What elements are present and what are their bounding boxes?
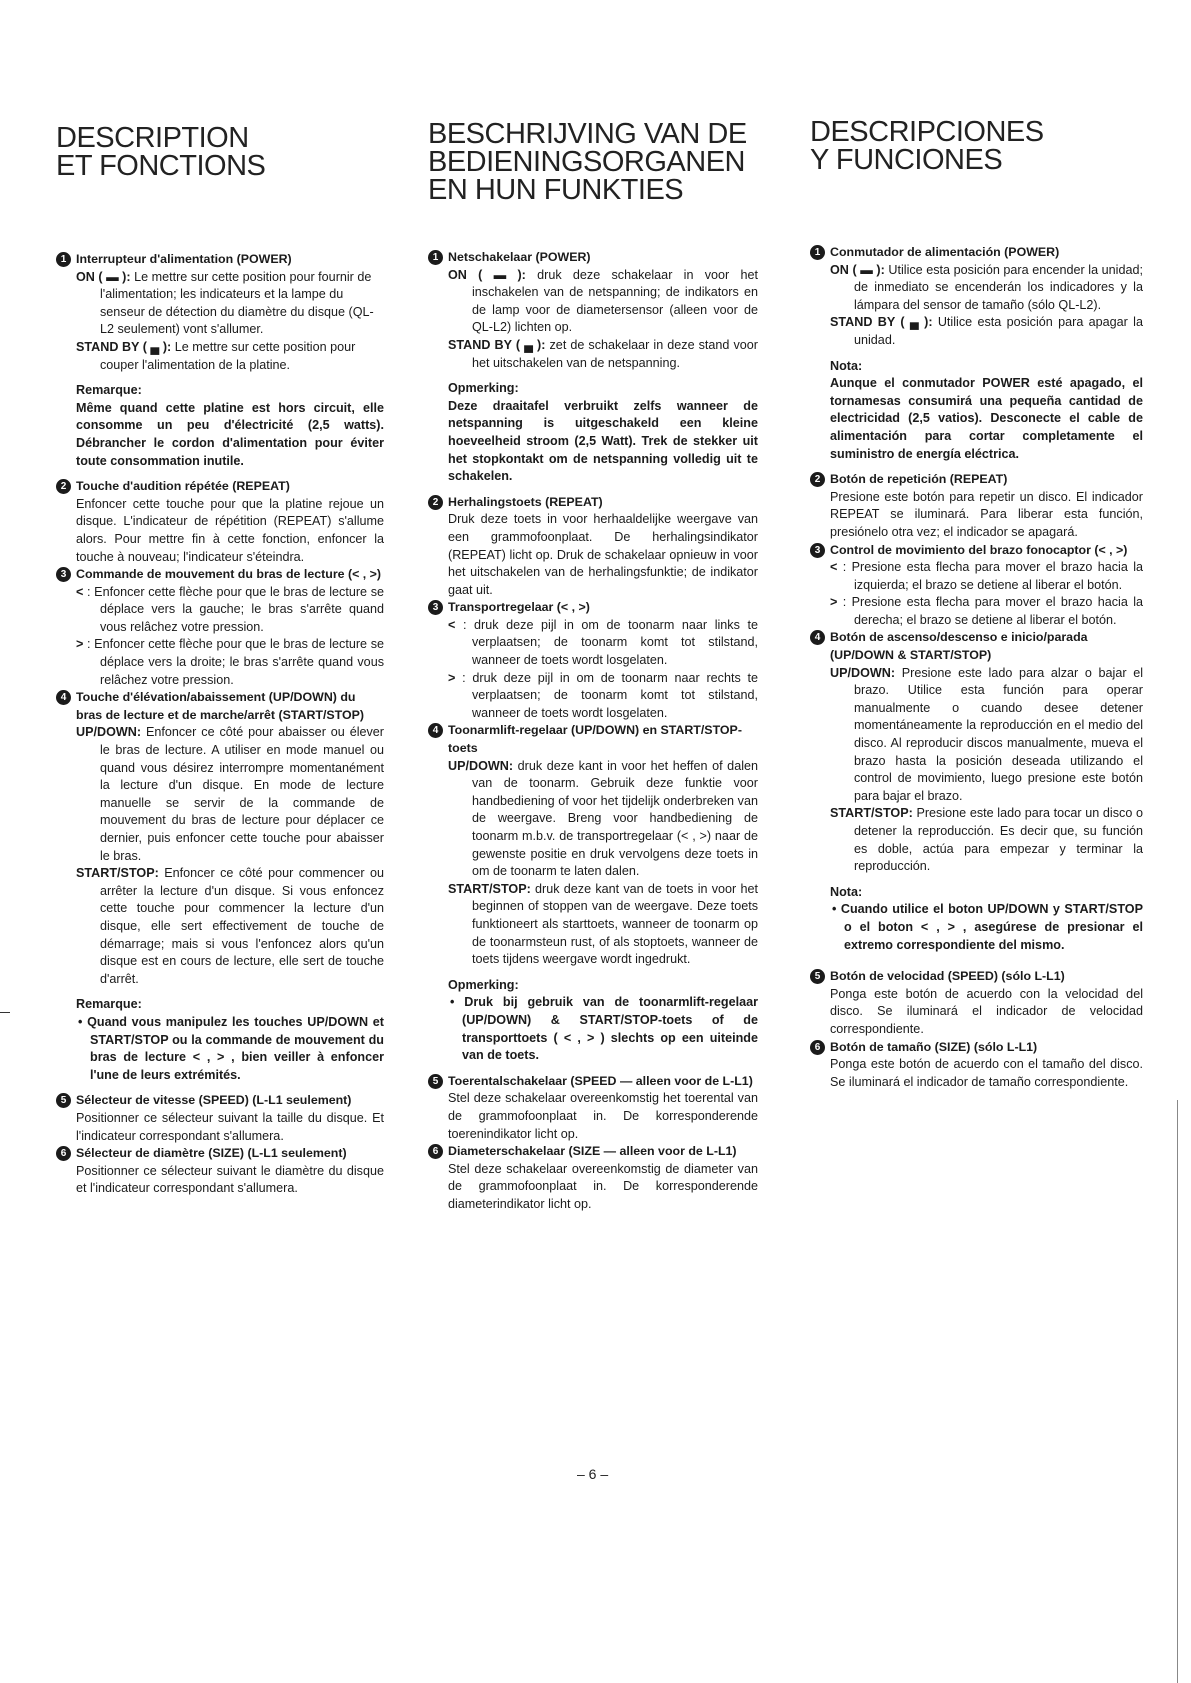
nl-arrow-left-symbol: <: [448, 617, 456, 632]
es-startstop-label: START/STOP:: [830, 806, 913, 821]
fr-on-entry: [76, 269, 384, 339]
spacer: [428, 1065, 758, 1073]
nl-remark2-title: Opmerking:: [448, 977, 519, 992]
nl-standby-label: STAND BY ( ▄ ):: [448, 337, 546, 352]
fr-updown-entry: [76, 724, 384, 865]
nl-item-transport-heading: Transportregelaar (< , >): [448, 600, 590, 615]
fr-arrow-left-symbol: <: [76, 584, 84, 599]
fr-item-updown-heading: Touche d'élévation/abaissement (UP/DOWN) du bras de lecture et de marche/arrêt (START/STOP): [76, 690, 365, 722]
es-remark2-title: Nota:: [830, 884, 863, 899]
nl-updown-text: druk deze kant in voor het heffen of dalen van de toonarm. Gebruik deze funktie voor handbediening of voor het tijdelijk onderbreken van de weergave. Breng voor handbediening de toonarm m.b.v. de transportregelaar (< , >) naar de gewenste positie en druk vervolgens deze toets in om de toonarm te laten dalen.: [472, 758, 758, 879]
fr-remark-text: Même quand cette platine est hors circuit, elle consomme un peu d'électricité (2,5 watts). Débrancher le cordon d'alimentation pour éviter toute consommation inutile.: [76, 400, 384, 468]
nl-speed-text: Stel deze schakelaar overeenkomstig het toerental van de grammofoonplaat in. De korresponderende toerenindikator licht op.: [448, 1091, 758, 1141]
es-item-updown: [810, 629, 1143, 954]
es-standby-label: STAND BY ( ▄ ):: [830, 315, 933, 330]
fr-size-text: Positionner ce sélecteur suivant le diamètre du disque et l'indicateur correspondant s'allumera.: [76, 1163, 384, 1196]
number-4-icon: 4: [428, 723, 443, 738]
number-6-icon: 6: [56, 1146, 71, 1161]
fr-updown-label: UP/DOWN:: [76, 725, 142, 740]
fr-startstop-label: START/STOP:: [76, 866, 159, 881]
fr-item-power: [56, 251, 384, 470]
es-arrow-left-text: : Presione esta flecha para mover el brazo hacia la izquierda; el brazo se detiene al liberar el botón.: [842, 560, 1144, 592]
fr-item-arm-heading: Commande de mouvement du bras de lecture (< , >): [76, 567, 382, 582]
number-6-icon: 6: [810, 1040, 825, 1055]
es-speed-text: Ponga este botón de acuerdo con la velocidad del disco. Se iluminará el indicador de velocidad correspondiente.: [830, 986, 1143, 1036]
es-startstop-text: Presione este lado para tocar un disco o detener la reproducción. Es decir que, su función es doble, actúa para empezar y terminar la reproducción.: [854, 806, 1143, 874]
fr-item-repeat-heading: Touche d'audition répétée (REPEAT): [76, 479, 290, 494]
nl-updown-entry: [448, 758, 758, 881]
fr-standby-text: Le mettre sur cette position pour couper l'alimentation de la platine.: [100, 339, 356, 372]
number-2-icon: 2: [428, 495, 443, 510]
es-item-speed: [810, 968, 1143, 1038]
number-2-icon: 2: [810, 472, 825, 487]
nl-item-transport: [428, 599, 758, 722]
nl-on-label: ON ( ▬ ):: [448, 267, 526, 282]
fr-on-label: ON ( ▬ ):: [76, 269, 131, 284]
spacer: [56, 1084, 384, 1092]
es-item-arm-heading: Control de movimiento del brazo fonocaptor (< , >): [830, 542, 1128, 557]
es-item-updown-heading: Botón de ascenso/descenso e inicio/parada (UP/DOWN & START/STOP): [830, 630, 1088, 663]
nl-size-text: Stel deze schakelaar overeenkomstig de diameter van de grammofoonplaat in. De korresponderende diameterindikator licht op.: [448, 1161, 758, 1211]
es-updown-label: UP/DOWN:: [830, 665, 896, 680]
fr-standby-entry: [76, 339, 384, 374]
number-4-icon: 4: [810, 630, 825, 645]
nl-item-updown-heading: Toonarmlift-regelaar (UP/DOWN) en START/STOP-toets: [448, 723, 742, 756]
es-arrow-left: [830, 559, 1143, 594]
number-5-icon: 5: [428, 1074, 443, 1089]
es-updown-entry: [830, 665, 1143, 806]
number-2-icon: 2: [56, 479, 71, 494]
fr-item-power-heading: Interrupteur d'alimentation (POWER): [76, 252, 292, 266]
fr-arrow-right-symbol: >: [76, 637, 84, 652]
fr-arrow-left-text: : Enfoncer cette flèche pour que le bras de lecture se déplace vers la gauche; le bras s'arrête quand vous relâchez votre pression.: [87, 584, 384, 634]
fr-item-updown: [56, 689, 384, 1084]
nl-remark2-note: • Druk bij gebruik van de toonarmlift-regelaar (UP/DOWN) & START/STOP-toets of de transporttoets ( < , > ) slechts op een uiteinde van de toets.: [450, 995, 758, 1063]
number-3-icon: 3: [810, 543, 825, 558]
es-arrow-left-symbol: <: [830, 560, 838, 575]
nl-item-repeat: [428, 494, 758, 600]
es-arrow-right: [830, 594, 1143, 629]
dutch-title: BESCHRIJVING VAN DE BEDIENINGSORGANEN EN HUN FUNKTIES: [428, 118, 747, 206]
number-1-icon: 1: [428, 250, 443, 265]
spanish-content: [810, 244, 1143, 1091]
nl-item-speed: [428, 1073, 758, 1143]
scan-edge-line: [1177, 1100, 1178, 1683]
es-repeat-text: Presione este botón para repetir un disco. El indicador REPEAT se iluminará. Para liberar esta función, presiónelo otra vez; el indicador se apagará.: [830, 489, 1143, 539]
number-3-icon: 3: [428, 600, 443, 615]
number-4-icon: 4: [56, 690, 71, 705]
es-item-power-heading: Conmutador de alimentación (POWER): [830, 245, 1060, 259]
fr-speed-text: Positionner ce sélecteur suivant la taille du disque. Et l'indicateur correspondant s'allumera.: [76, 1110, 384, 1143]
dutch-content: [428, 249, 758, 1213]
nl-remark-title: Opmerking:: [448, 381, 519, 396]
number-3-icon: 3: [56, 567, 71, 582]
es-standby-text: Utilice esta posición para apagar la unidad.: [854, 315, 1143, 347]
nl-item-updown: [428, 722, 758, 1064]
fr-on-text: Le mettre sur cette position pour fournir de l'alimentation; les indicateurs et la lampe du senseur de détection du diamètre du disque (QL-L2 seulement) vont s'allumer.: [100, 269, 374, 337]
number-6-icon: 6: [428, 1144, 443, 1159]
nl-item-size: [428, 1143, 758, 1213]
nl-arrow-right-symbol: >: [448, 670, 456, 685]
fr-remark2-note: • Quand vous manipulez les touches UP/DOWN et START/STOP ou la commande de mouvement du bras de lecture < , > , bien veiller à enfoncer l'une de leurs extrémités.: [78, 1014, 384, 1082]
fr-repeat-text: Enfoncer cette touche pour que la platine rejoue un disque. L'indicateur de répétition (REPEAT) s'allume alors. Pour mettre fin à cette fonction, enfoncer la touche à nouveau; l'indicateur s'éteindra.: [76, 496, 384, 564]
scan-mark: [0, 1012, 10, 1013]
es-standby-entry: [830, 314, 1143, 349]
fr-updown-text: Enfoncer ce côté pour abaisser ou élever le bras de lecture. A utiliser en mode manuel ou quand vous désirez interrompre momentanément la lecture d'un disque. En mode de lecture manuelle se servir de la commande de mouvement du bras de lecture pour déplacer ce dernier, puis enfoncer cette touche pour abaisser le bras.: [100, 725, 384, 863]
es-updown-text: Presione este lado para alzar o bajar el brazo. Utilice esta función para operar manualmente o cuando desee detener momentáneamente la reproducción en el medio del disco. Al reproducir discos manualmente, mueva el brazo hasta la posición deseada utilizando el control de movimiento, luego presione este botón para bajar el brazo.: [854, 665, 1143, 803]
es-item-speed-heading: Botón de velocidad (SPEED) (sólo L-L1): [830, 969, 1065, 984]
fr-standby-label: STAND BY ( ▄ ):: [76, 339, 172, 354]
nl-arrow-left: [448, 617, 758, 670]
nl-item-size-heading: Diameterschakelaar (SIZE — alleen voor de L-L1): [448, 1144, 737, 1159]
nl-standby-text: zet de schakelaar in deze stand voor het uitschakelen van de netspanning.: [472, 337, 758, 370]
number-5-icon: 5: [56, 1093, 71, 1108]
es-on-text: Utilice esta posición para encender la unidad; de inmediato se encenderán los indicadores y la lámpara del sensor de tamaño (sólo QL-L2).: [854, 262, 1143, 312]
nl-remark-text: Deze draaitafel verbruikt zelfs wanneer de netspanning is uitgeschakeld een kleine hoeveelheid stroom (2,5 Watt). Trek de stekker uit het stopkontakt om de netspanning volledig uit te schakelen.: [448, 398, 758, 484]
nl-updown-label: UP/DOWN:: [448, 758, 514, 773]
es-startstop-entry: [830, 805, 1143, 875]
nl-repeat-text: Druk deze toets in voor herhaaldelijke weergave van een grammofoonplaat. De herhalingsindikator (REPEAT) licht op. Druk de schakelaar opnieuw in voor het uitschakelen van de herhalingsfunktie; de indikator gaat uit.: [448, 512, 758, 597]
nl-item-power: [428, 249, 758, 486]
es-item-size-heading: Botón de tamaño (SIZE) (sólo L-L1): [830, 1039, 1038, 1054]
es-remark2-note: • Cuando utilice el boton UP/DOWN y START/STOP o el boton < , > , asegúrese de presionar el extremo correspondiente del mismo.: [832, 902, 1143, 952]
fr-remark2-title: Remarque:: [76, 997, 142, 1012]
es-item-power: [810, 244, 1143, 463]
nl-startstop-label: START/STOP:: [448, 881, 531, 896]
es-item-arm-control: [810, 542, 1143, 630]
es-on-entry: [830, 262, 1143, 315]
es-item-size: [810, 1039, 1143, 1092]
spacer: [56, 470, 384, 478]
nl-item-repeat-heading: Herhalingstoets (REPEAT): [448, 494, 603, 509]
fr-item-arm-control: [56, 566, 384, 689]
nl-standby-entry: [448, 337, 758, 372]
fr-arrow-right-text: : Enfoncer cette flèche pour que le bras de lecture se déplace vers la droite; le bras s'arrête quand vous relâchez votre pression.: [87, 637, 384, 687]
es-item-repeat-heading: Botón de repetición (REPEAT): [830, 472, 1008, 487]
fr-arrow-left: [76, 584, 384, 637]
fr-arrow-right: [76, 636, 384, 689]
fr-item-size-heading: Sélecteur de diamètre (SIZE) (L-L1 seulement): [76, 1146, 347, 1161]
es-remark-text: Aunque el conmutador POWER esté apagado, el tornamesas consumirá una pequeña cantidad de electricidad (2,5 vatios). Desconecte el cable de alimentación para cortar completamente el suministro de energía eléctrica.: [830, 376, 1143, 461]
nl-arrow-right-text: : druk deze pijl in om de toonarm naar rechts te verplaatsen; de toonarm komt tot stilstand, wanneer de toets wordt losgelaten.: [462, 670, 759, 720]
nl-on-text: druk deze schakelaar in voor het inschakelen van de netspanning; de indikators en de lamp voor de diametersensor (alleen voor de QL-L2) lichten op.: [472, 267, 758, 335]
es-remark-title: Nota:: [830, 358, 863, 373]
nl-item-speed-heading: Toerentalschakelaar (SPEED — alleen voor de L-L1): [448, 1073, 753, 1088]
fr-startstop-entry: [76, 865, 384, 988]
number-5-icon: 5: [810, 969, 825, 984]
spanish-title: DESCRIPCIONES Y FUNCIONES: [810, 116, 1044, 176]
number-1-icon: 1: [810, 245, 825, 260]
nl-arrow-right: [448, 670, 758, 723]
es-size-text: Ponga este botón de acuerdo con el tamaño del disco. Se iluminará el indicador de tamaño correspondiente.: [830, 1057, 1143, 1089]
spacer: [810, 954, 1143, 968]
fr-item-size: [56, 1145, 384, 1198]
es-on-label: ON ( ▬ ):: [830, 262, 885, 277]
spacer: [428, 486, 758, 494]
es-arrow-right-symbol: >: [830, 595, 838, 610]
es-item-repeat: [810, 471, 1143, 541]
fr-item-repeat: [56, 478, 384, 566]
fr-remark-title: Remarque:: [76, 383, 142, 398]
spacer: [810, 463, 1143, 471]
nl-arrow-left-text: : druk deze pijl in om de toonarm naar links te verplaatsen; de toonarm komt tot stilstand, wanneer de toets wordt losgelaten.: [462, 617, 758, 668]
fr-startstop-text: Enfoncer ce côté pour commencer ou arrêter la lecture d'un disque. Si vous enfoncez cette touche pour commencer la lecture d'un disque, elle sert effectivement de touche de démarrage; mais si vous l'enfoncez alors qu'un disque est en cours de lecture, elle sert de touche d'arrêt.: [100, 866, 384, 986]
nl-startstop-entry: [448, 881, 758, 969]
french-title: DESCRIPTION ET FONCTIONS: [56, 122, 266, 182]
page-number: – 6 –: [577, 1466, 609, 1482]
fr-item-speed: [56, 1092, 384, 1145]
es-arrow-right-text: : Presione esta flecha para mover el brazo hacia la derecha; el brazo se detiene al liberar el botón.: [842, 595, 1144, 627]
nl-on-entry: [448, 267, 758, 337]
fr-item-speed-heading: Sélecteur de vitesse (SPEED) (L-L1 seulement): [76, 1093, 352, 1108]
nl-startstop-text: druk deze kant van de toets in voor het beginnen of stoppen van de weergave. Deze toets funktioneert als starttoets, wanneer de toonarm op de toonarmsteun rust, of als stoptoets, wanneer de toets tijdens weergave wordt ingedrukt.: [472, 881, 758, 967]
nl-item-power-heading: Netschakelaar (POWER): [448, 250, 591, 264]
number-1-icon: 1: [56, 252, 71, 267]
french-content: [56, 251, 384, 1198]
